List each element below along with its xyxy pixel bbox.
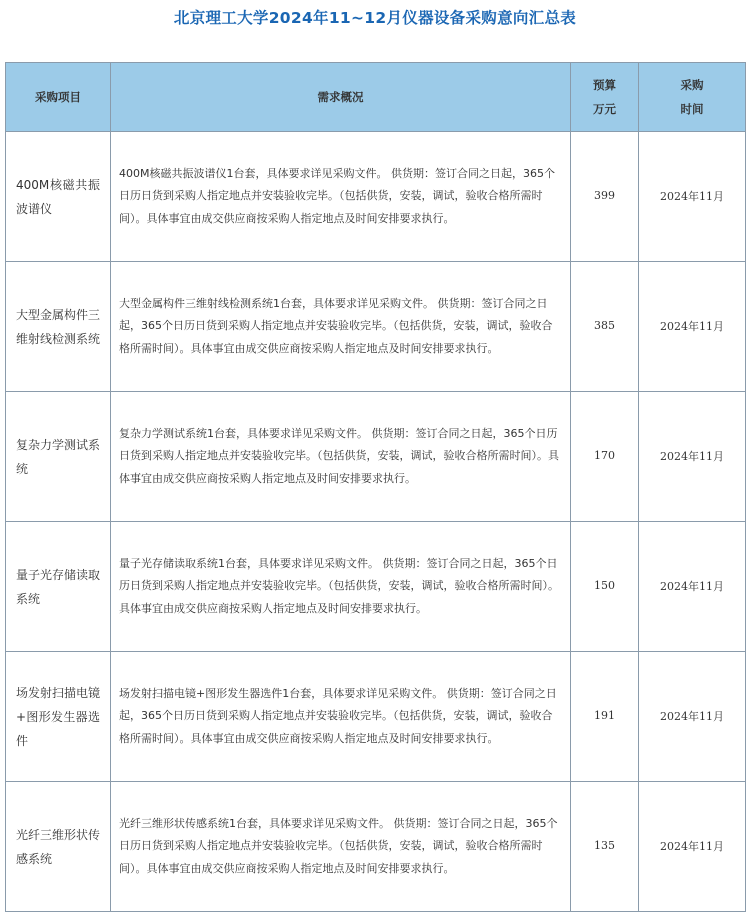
header-budget (571, 63, 639, 132)
summary-cell (111, 522, 571, 652)
budget-cell (571, 262, 639, 392)
item-cell (6, 652, 111, 782)
budget-value: 191 (594, 709, 615, 723)
table-row (6, 262, 746, 392)
summary-cell (111, 652, 571, 782)
header-budget-line2: 万元 (593, 102, 616, 116)
time-cell (639, 652, 746, 782)
budget-value: 135 (594, 839, 615, 853)
budget-value: 170 (594, 449, 615, 463)
table-row (6, 392, 746, 522)
summary-text: 复杂力学测试系统1台套，具体要求详见采购文件。 供货期：签订合同之日起，365个日历日货到采购人指定地点并安装验收完毕。（包括供货，安装，调试，验收合格所需时间）。具体事宜由成交供应商按采购人指定地点及时间安排要求执行。 (119, 426, 559, 485)
header-time (639, 63, 746, 132)
item-name: 400M核磁共振波谱仪 (16, 177, 100, 216)
header-time-line1: 采购 (680, 78, 704, 92)
time-cell (639, 132, 746, 262)
table-row (6, 522, 746, 652)
header-summary: 需求概况 (111, 63, 571, 132)
budget-value: 399 (594, 189, 615, 203)
summary-cell (111, 392, 571, 522)
budget-value: 150 (594, 579, 615, 593)
page-title: 北京理工大学2024年11~12月仪器设备采购意向汇总表 (173, 9, 577, 27)
time-value: 2024年11月 (660, 189, 724, 203)
procurement-table (5, 62, 746, 912)
item-name: 场发射扫描电镜+图形发生器选件 (16, 685, 101, 748)
time-value: 2024年11月 (660, 709, 724, 723)
time-cell (639, 392, 746, 522)
item-cell (6, 262, 111, 392)
header-item: 采购项目 (6, 63, 111, 132)
table-row (6, 132, 746, 262)
summary-cell (111, 782, 571, 912)
header-budget-line1: 预算 (593, 78, 616, 92)
time-cell (639, 522, 746, 652)
item-cell (6, 132, 111, 262)
item-name: 复杂力学测试系统 (16, 437, 101, 476)
budget-cell (571, 392, 639, 522)
item-name: 量子光存储读取系统 (16, 567, 101, 606)
time-value: 2024年11月 (660, 579, 724, 593)
summary-text: 大型金属构件三维射线检测系统1台套，具体要求详见采购文件。 供货期：签订合同之日起，365个日历日货到采购人指定地点并安装验收完毕。（包括供货，安装，调试，验收合格所需时间）。具体事宜由成交供应商按采购人指定地点及时间安排要求执行。 (119, 296, 553, 355)
summary-cell (111, 262, 571, 392)
procurement-table-container (5, 62, 747, 912)
budget-cell (571, 132, 639, 262)
item-name: 大型金属构件三维射线检测系统 (16, 307, 101, 346)
table-row (6, 652, 746, 782)
summary-cell (111, 132, 571, 262)
time-cell (639, 262, 746, 392)
budget-cell (571, 782, 639, 912)
table-row (6, 782, 746, 912)
time-value: 2024年11月 (660, 449, 724, 463)
summary-text: 400M核磁共振波谱仪1台套，具体要求详见采购文件。 供货期：签订合同之日起，365个日历日货到采购人指定地点并安装验收完毕。（包括供货，安装，调试，验收合格所需时间）。具体事宜由成交供应商按采购人指定地点及时间安排要求执行。 (119, 166, 555, 225)
budget-value: 385 (594, 319, 615, 333)
item-cell (6, 522, 111, 652)
item-name: 光纤三维形状传感系统 (16, 827, 101, 866)
summary-text: 光纤三维形状传感系统1台套，具体要求详见采购文件。 供货期：签订合同之日起，365个日历日货到采购人指定地点并安装验收完毕。（包括供货，安装，调试，验收合格所需时间）。具体事宜由成交供应商按采购人指定地点及时间安排要求执行。 (119, 816, 558, 875)
summary-text: 量子光存储读取系统1台套，具体要求详见采购文件。 供货期：签订合同之日起，365个日历日货到采购人指定地点并安装验收完毕。（包括供货，安装，调试，验收合格所需时间）。具体事宜由成交供应商按采购人指定地点及时间安排要求执行。 (119, 556, 559, 615)
header-time-line2: 时间 (680, 102, 704, 116)
time-value: 2024年11月 (660, 839, 724, 853)
summary-text: 场发射扫描电镜+图形发生器选件1台套，具体要求详见采购文件。 供货期：签订合同之日起，365个日历日货到采购人指定地点并安装验收完毕。（包括供货，安装，调试，验收合格所需时间）。具体事宜由成交供应商按采购人指定地点及时间安排要求执行。 (119, 686, 557, 745)
item-cell (6, 392, 111, 522)
budget-cell (571, 522, 639, 652)
item-cell (6, 782, 111, 912)
budget-cell (571, 652, 639, 782)
time-cell (639, 782, 746, 912)
table-header-row (6, 63, 746, 132)
time-value: 2024年11月 (660, 319, 724, 333)
